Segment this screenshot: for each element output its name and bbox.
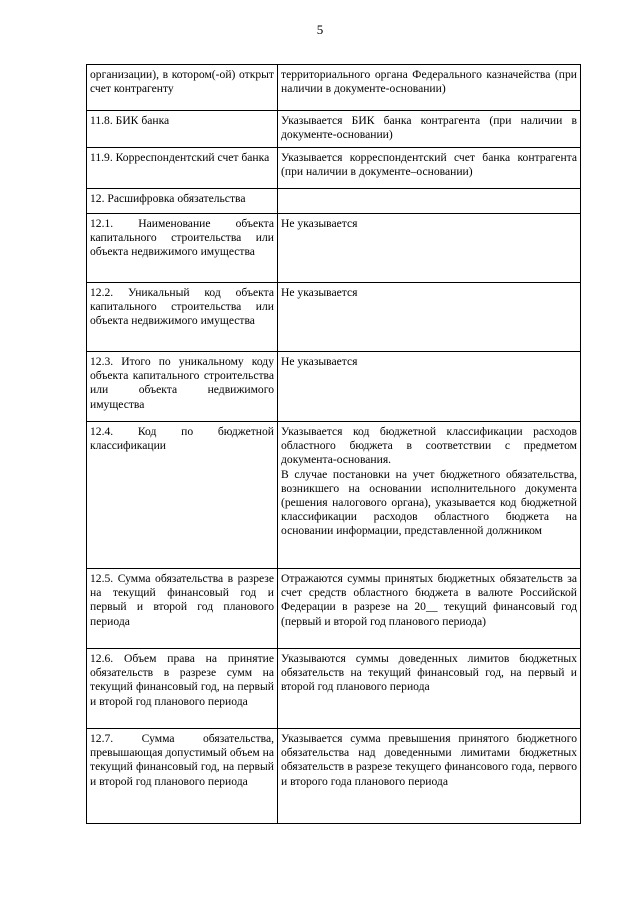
field-description-cell bbox=[278, 352, 581, 422]
table-row bbox=[87, 569, 581, 649]
field-name-cell: 12.2. Уникальный код объекта капитального строительства или объекта недвижимого имущества bbox=[87, 283, 278, 352]
field-description-cell bbox=[278, 569, 581, 649]
field-description-cell bbox=[278, 65, 581, 111]
obligation-fields-table bbox=[86, 64, 581, 824]
field-description-cell bbox=[278, 189, 581, 214]
field-name-cell: 12.1. Наименование объекта капитального строительства или объекта недвижимого имущества bbox=[87, 214, 278, 283]
description-paragraph: Указываются суммы доведенных лимитов бюджетных обязательств на текущий финансовый год, на первый и второй год планового периода bbox=[281, 652, 577, 694]
description-paragraph: Не указывается bbox=[281, 355, 358, 368]
field-name-cell: 12.3. Итого по уникальному коду объекта капитального строительства или объекта недвижимого имущества bbox=[87, 352, 278, 422]
field-description-cell bbox=[278, 148, 581, 189]
field-description-cell bbox=[278, 111, 581, 148]
description-paragraph: Не указывается bbox=[281, 286, 358, 299]
field-description-cell bbox=[278, 649, 581, 729]
table-row bbox=[87, 422, 581, 569]
table-row bbox=[87, 65, 581, 111]
description-paragraph: Указывается корреспондентский счет банка контрагента (при наличии в документе–основании) bbox=[281, 151, 577, 179]
section-heading-cell: 12. Расшифровка обязательства bbox=[87, 189, 278, 214]
field-name-cell: 12.4. Код по бюджетной классификации bbox=[87, 422, 278, 569]
field-name-cell: 12.6. Объем права на принятие обязательств в разрезе сумм на текущий финансовый год, на первый и второй год планового периода bbox=[87, 649, 278, 729]
table-row bbox=[87, 148, 581, 189]
field-description-cell bbox=[278, 729, 581, 824]
field-name-cell: организации), в котором(-ой) открыт счет контрагенту bbox=[87, 65, 278, 111]
description-paragraph: В случае постановки на учет бюджетного обязательства, возникшего на основании исполнительного документа (решения налогового органа), указывается код бюджетной классификации расходов областного бюджета на основании информации, представленной должником bbox=[281, 467, 577, 538]
table-row bbox=[87, 189, 581, 214]
table-row bbox=[87, 352, 581, 422]
description-paragraph: Не указывается bbox=[281, 217, 358, 230]
table-row bbox=[87, 649, 581, 729]
description-paragraph: Указывается код бюджетной классификации расходов областного бюджета в соответствии с предметом документа-основания. bbox=[281, 425, 577, 467]
field-name-cell: 12.5. Сумма обязательства в разрезе на текущий финансовый год и первый и второй год планового периода bbox=[87, 569, 278, 649]
description-paragraph: Указывается сумма превышения принятого бюджетного обязательства над доведенными лимитами бюджетных обязательств в разрезе текущего финансового года, первого и второго года планового периода bbox=[281, 732, 577, 788]
field-description-cell bbox=[278, 283, 581, 352]
field-name-cell: 11.8. БИК банка bbox=[87, 111, 278, 148]
field-description-cell bbox=[278, 422, 581, 569]
description-paragraph: Отражаются суммы принятых бюджетных обязательств за счет средств областного бюджета в валюте Российской Федерации в разрезе на 20__ текущий финансовый год (первый и второй год планового периода) bbox=[281, 572, 577, 628]
field-description-cell bbox=[278, 214, 581, 283]
field-name-cell: 12.7. Сумма обязательства, превышающая допустимый объем на текущий финансовый год, на первый и второй год планового периода bbox=[87, 729, 278, 824]
table-row bbox=[87, 111, 581, 148]
field-name-cell: 11.9. Корреспондентский счет банка bbox=[87, 148, 278, 189]
description-paragraph: Указывается БИК банка контрагента (при наличии в документе-основании) bbox=[281, 114, 577, 142]
page-number: 5 bbox=[316, 22, 324, 37]
table-row bbox=[87, 214, 581, 283]
description-paragraph: территориального органа Федерального казначейства (при наличии в документе-основании) bbox=[281, 68, 577, 96]
table-row bbox=[87, 283, 581, 352]
table-row bbox=[87, 729, 581, 824]
